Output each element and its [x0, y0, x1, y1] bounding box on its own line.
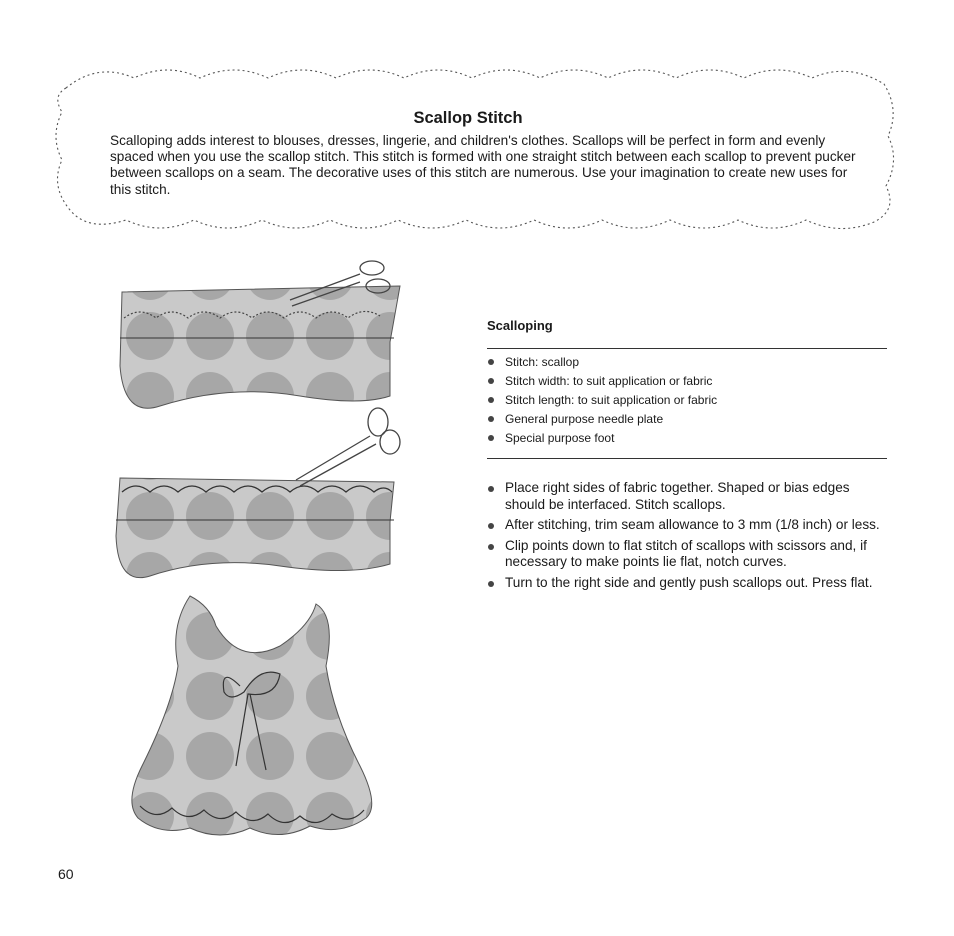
settings-item: Stitch length: to suit application or fabric: [487, 392, 887, 411]
bullet-icon: [488, 378, 494, 384]
bullet-icon: [488, 581, 494, 587]
bullet-icon: [488, 544, 494, 550]
page-title: Scallop Stitch: [413, 109, 523, 127]
fabric-piece-middle-illustration: [116, 478, 394, 578]
settings-item: General purpose needle plate: [487, 411, 887, 430]
page-number: 60: [58, 866, 74, 882]
step-item: Clip points down to flat stitch of scallops with scissors and, if necessary to make points lie flat, notch curves.: [487, 538, 891, 571]
settings-item: Stitch width: to suit application or fabric: [487, 373, 887, 392]
steps-list: [487, 480, 891, 595]
settings-item: Special purpose foot: [487, 430, 887, 449]
divider-bottom: [487, 458, 887, 459]
bullet-icon: [488, 435, 494, 441]
bullet-icon: [488, 397, 494, 403]
section-title-scalloping: Scalloping: [487, 318, 553, 333]
step-item: After stitching, trim seam allowance to 3 mm (1/8 inch) or less.: [487, 517, 891, 534]
settings-item: Stitch: scallop: [487, 354, 887, 373]
fabric-piece-top-illustration: [120, 286, 400, 408]
intro-paragraph: Scalloping adds interest to blouses, dresses, lingerie, and children's clothes. Scallops will be perfect in form and evenly spaced when you use the scallop stitch. This stitch is formed with one straight stitch between each scallop to prevent pucker between scallops on a seam. The decorative uses of this stitch are numerous. Use your imagination to create new uses for this stitch.: [110, 133, 856, 197]
divider-top: [487, 348, 887, 349]
bullet-icon: [488, 486, 494, 492]
settings-list: [487, 354, 887, 449]
bullet-icon: [488, 416, 494, 422]
bullet-icon: [488, 523, 494, 529]
scallop-illustrations: [60, 246, 420, 866]
step-item: Place right sides of fabric together. Shaped or bias edges should be interfaced. Stitch scallops.: [487, 480, 891, 513]
step-item: Turn to the right side and gently push scallops out. Press flat.: [487, 575, 891, 592]
scissors-middle-illustration: [296, 408, 400, 486]
child-dress-illustration: [132, 596, 372, 835]
bullet-icon: [488, 359, 494, 365]
